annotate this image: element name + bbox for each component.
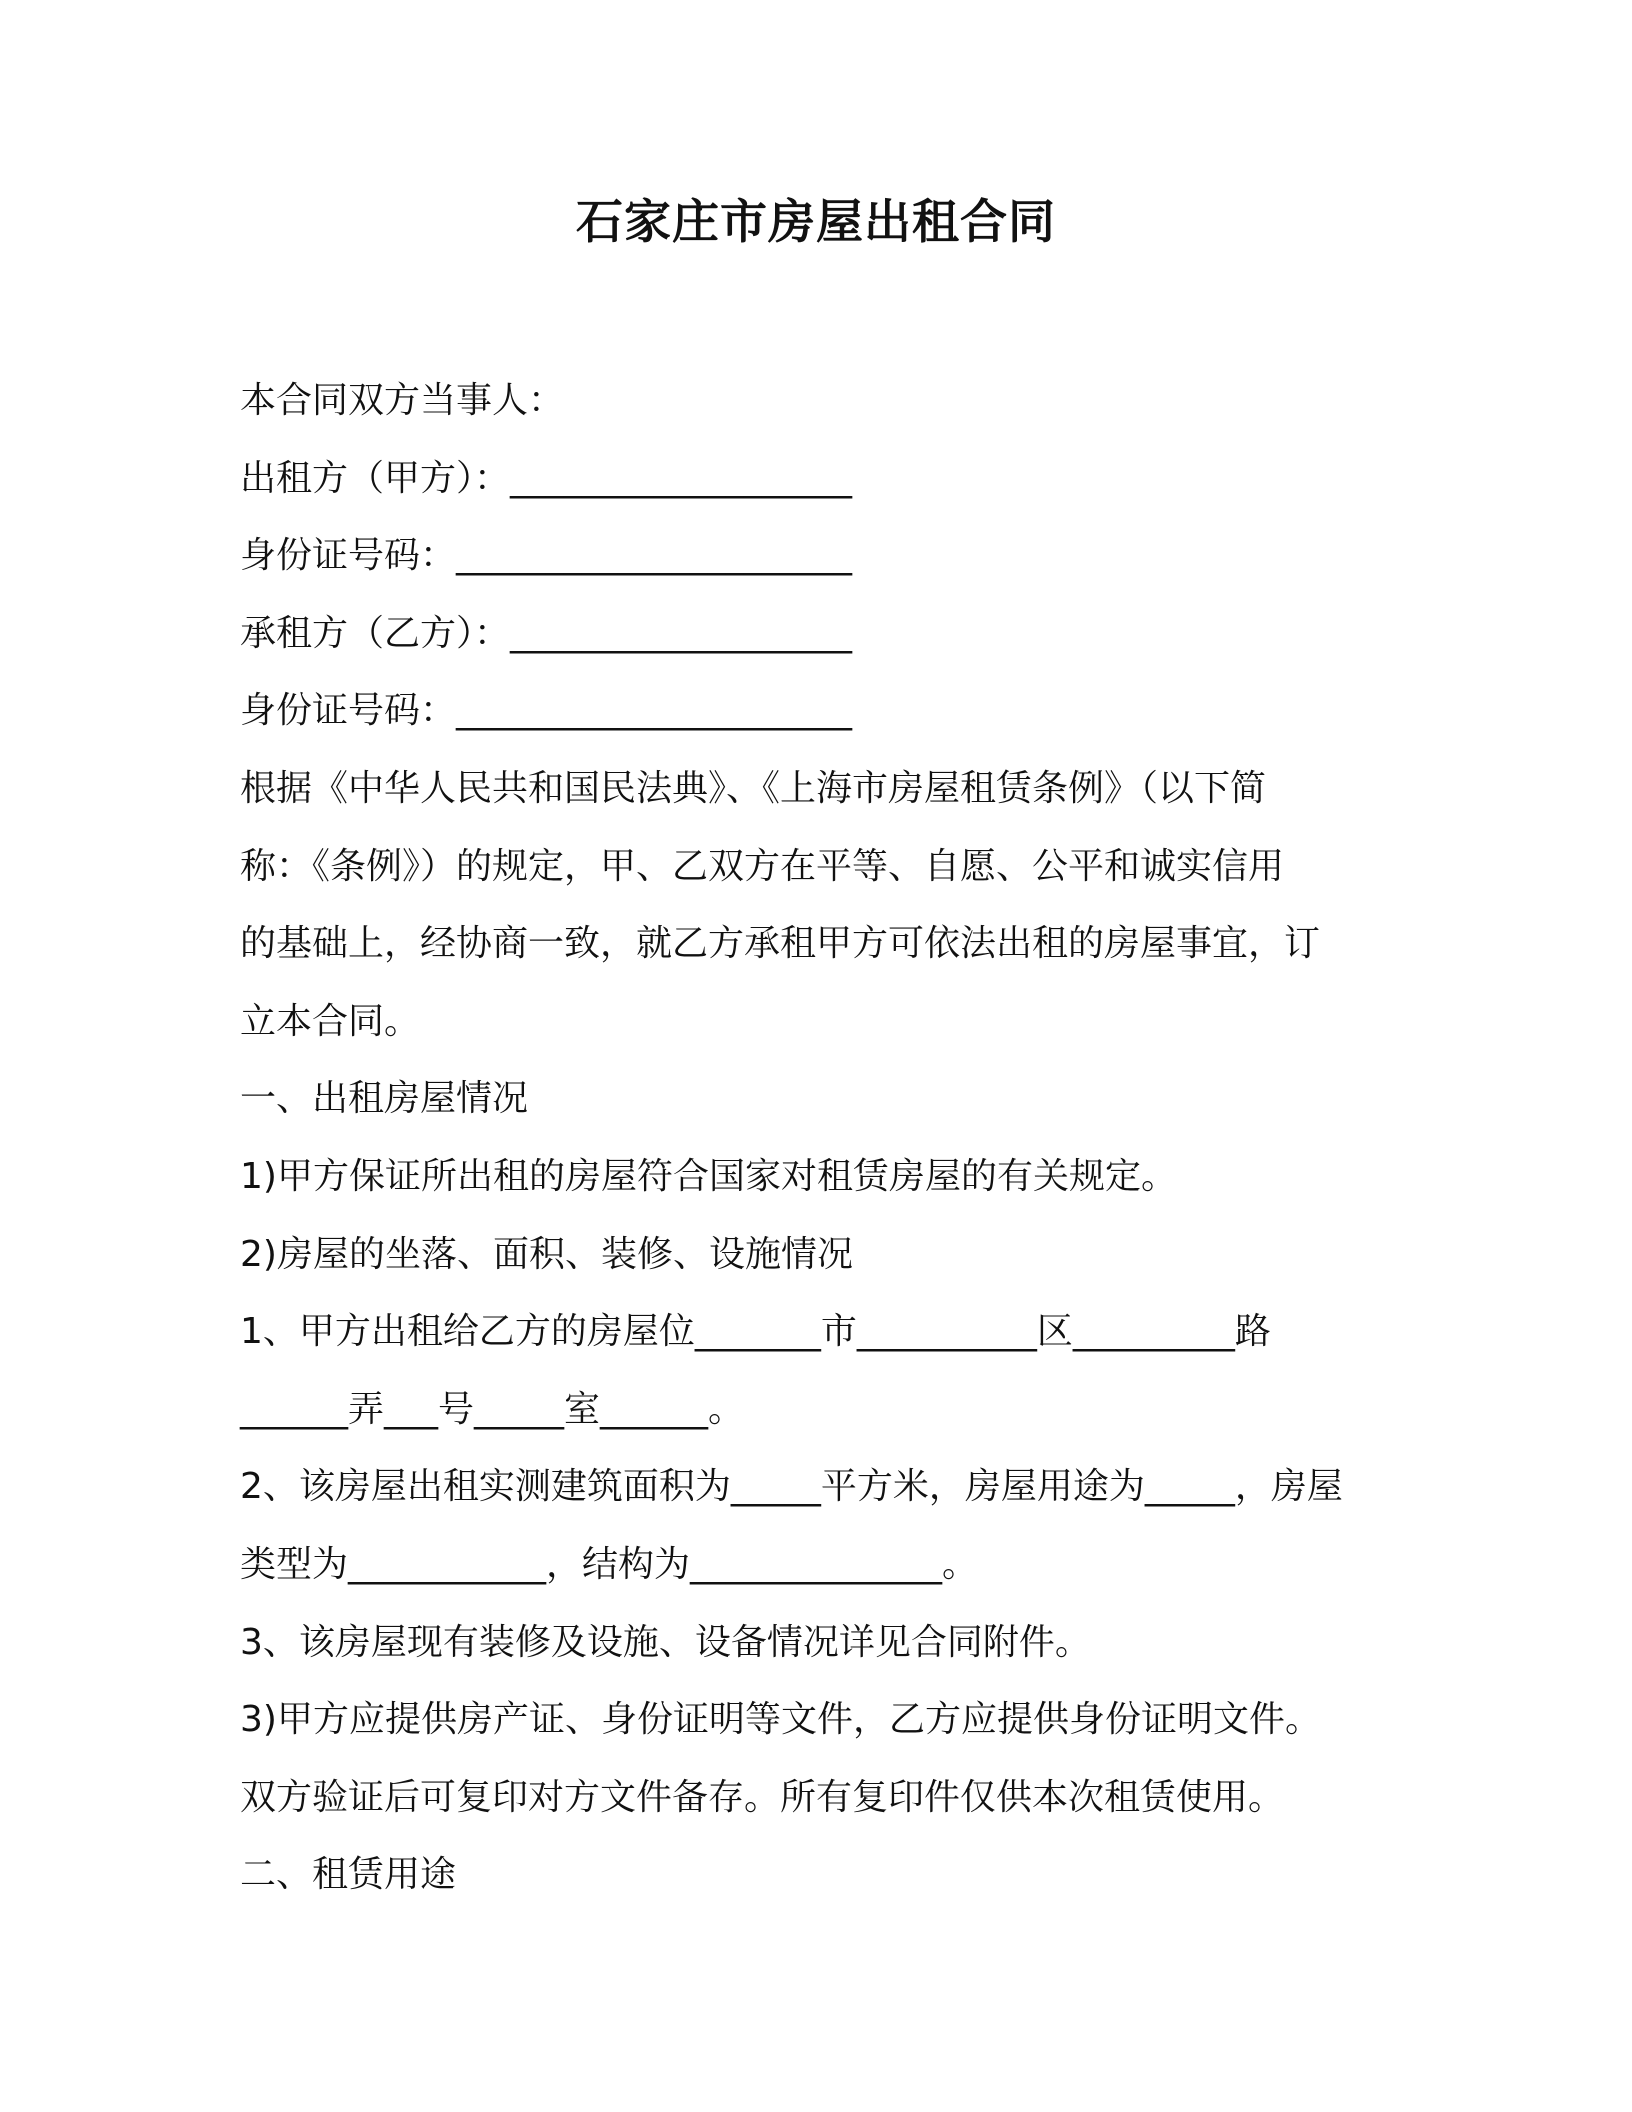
lessee-line: 承租方（乙方）：___________________ [240,612,853,654]
preamble-line-2: 称：《条例》）的规定，甲、乙双方在平等、自愿、公平和诚实信用 [240,845,1285,887]
clause-1-2-a-line-2: ______弄___号_____室______。 [240,1388,744,1430]
preamble-line-3: 的基础上，经协商一致，就乙方承租甲方可依法出租的房屋事宜，订 [240,923,1321,965]
section-2-heading: 二、租赁用途 [240,1854,457,1896]
clause-1-2-a-line-1: 1、甲方出租给乙方的房屋位_______市__________区_________路 [240,1311,1271,1353]
clause-1-2-c: 3、该房屋现有装修及设施、设备情况详见合同附件。 [240,1621,1091,1663]
lessor-id-line: 身份证号码：______________________ [240,535,853,577]
clause-1-1: 1)甲方保证所出租的房屋符合国家对租赁房屋的有关规定。 [240,1155,1177,1197]
lessee-id-line: 身份证号码：______________________ [240,690,853,732]
clause-1-2-b-line-2: 类型为___________，结构为______________。 [240,1543,979,1585]
preamble-line-1: 根据《中华人民共和国民法典》、《上海市房屋租赁条例》（以下简 [240,767,1267,809]
preamble-line-4: 立本合同。 [240,1000,421,1042]
clause-1-3-line-2: 双方验证后可复印对方文件备存。所有复印件仅供本次租赁使用。 [240,1776,1285,1818]
lessor-line: 出租方（甲方）：___________________ [240,457,853,499]
clause-1-2-b-line-1: 2、该房屋出租实测建筑面积为_____平方米，房屋用途为_____，房屋 [240,1466,1343,1508]
parties-heading: 本合同双方当事人： [240,380,565,421]
clause-1-2: 2)房屋的坐落、面积、装修、设施情况 [240,1233,853,1275]
document-body [240,362,1380,1914]
section-1-heading: 一、出租房屋情况 [240,1078,529,1120]
document-title: 石家庄市房屋出租合同 [576,195,1056,250]
clause-1-3-line-1: 3)甲方应提供房产证、身份证明等文件，乙方应提供身份证明文件。 [240,1699,1321,1741]
